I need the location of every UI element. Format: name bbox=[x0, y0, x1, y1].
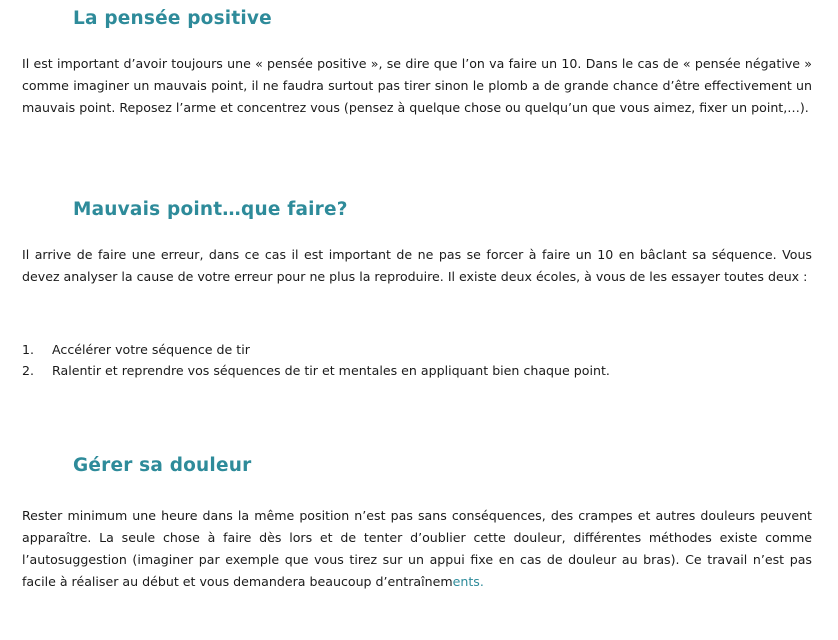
section-title-bad-shot: Mauvais point…que faire? bbox=[73, 199, 348, 220]
numbered-list bbox=[22, 339, 812, 381]
list-item-text: Accélérer votre séquence de tir bbox=[52, 342, 250, 357]
list-item-marker: 1. bbox=[22, 342, 35, 357]
section-paragraph-bad-shot: Il arrive de faire une erreur, dans ce cas il est important de ne pas se forcer à faire un 10 en bâclant sa séquence. Vous devez analyser la cause de votre erreur pour ne plus la reproduire. Il existe deux écoles, à vous de les essayer toutes deux : bbox=[22, 247, 812, 284]
section-title-pain-management: Gérer sa douleur bbox=[73, 455, 252, 476]
section-paragraph-positive-thinking: Il est important d’avoir toujours une « pensée positive », se dire que l’on va faire un 10. Dans le cas de « pensée négative » comme imaginer un mauvais point, il ne faudra surtout pas tirer sinon le plomb a de grande chance d’être effectivement un mauvais point. Reposez l’arme et concentrez vous (pensez à quelque chose ou quelqu’un que vous aimez, fixer un point,…). bbox=[22, 56, 812, 115]
paragraph-text: Rester minimum une heure dans la même position n’est pas sans conséquences, des crampes et autres douleurs peuvent apparaître. La seule chose à faire dès lors et de tenter d’oublier cette douleur, différentes méthodes existe comme l’autosuggestion (imaginer par exemple que vous tirez sur un appui fixe en cas de douleur au bras). Ce travail n’est pas facile à réaliser au début et vous demandera beaucoup d’entraînem bbox=[22, 508, 812, 589]
section-title-positive-thinking: La pensée positive bbox=[73, 8, 272, 29]
section-paragraph-pain-management bbox=[22, 505, 812, 593]
list-item-text: Ralentir et reprendre vos séquences de tir et mentales en appliquant bien chaque point. bbox=[52, 363, 610, 378]
list-item bbox=[22, 360, 812, 381]
list-item bbox=[22, 339, 812, 360]
list-item-marker: 2. bbox=[22, 363, 35, 378]
paragraph-text-tail: ents. bbox=[452, 574, 484, 589]
